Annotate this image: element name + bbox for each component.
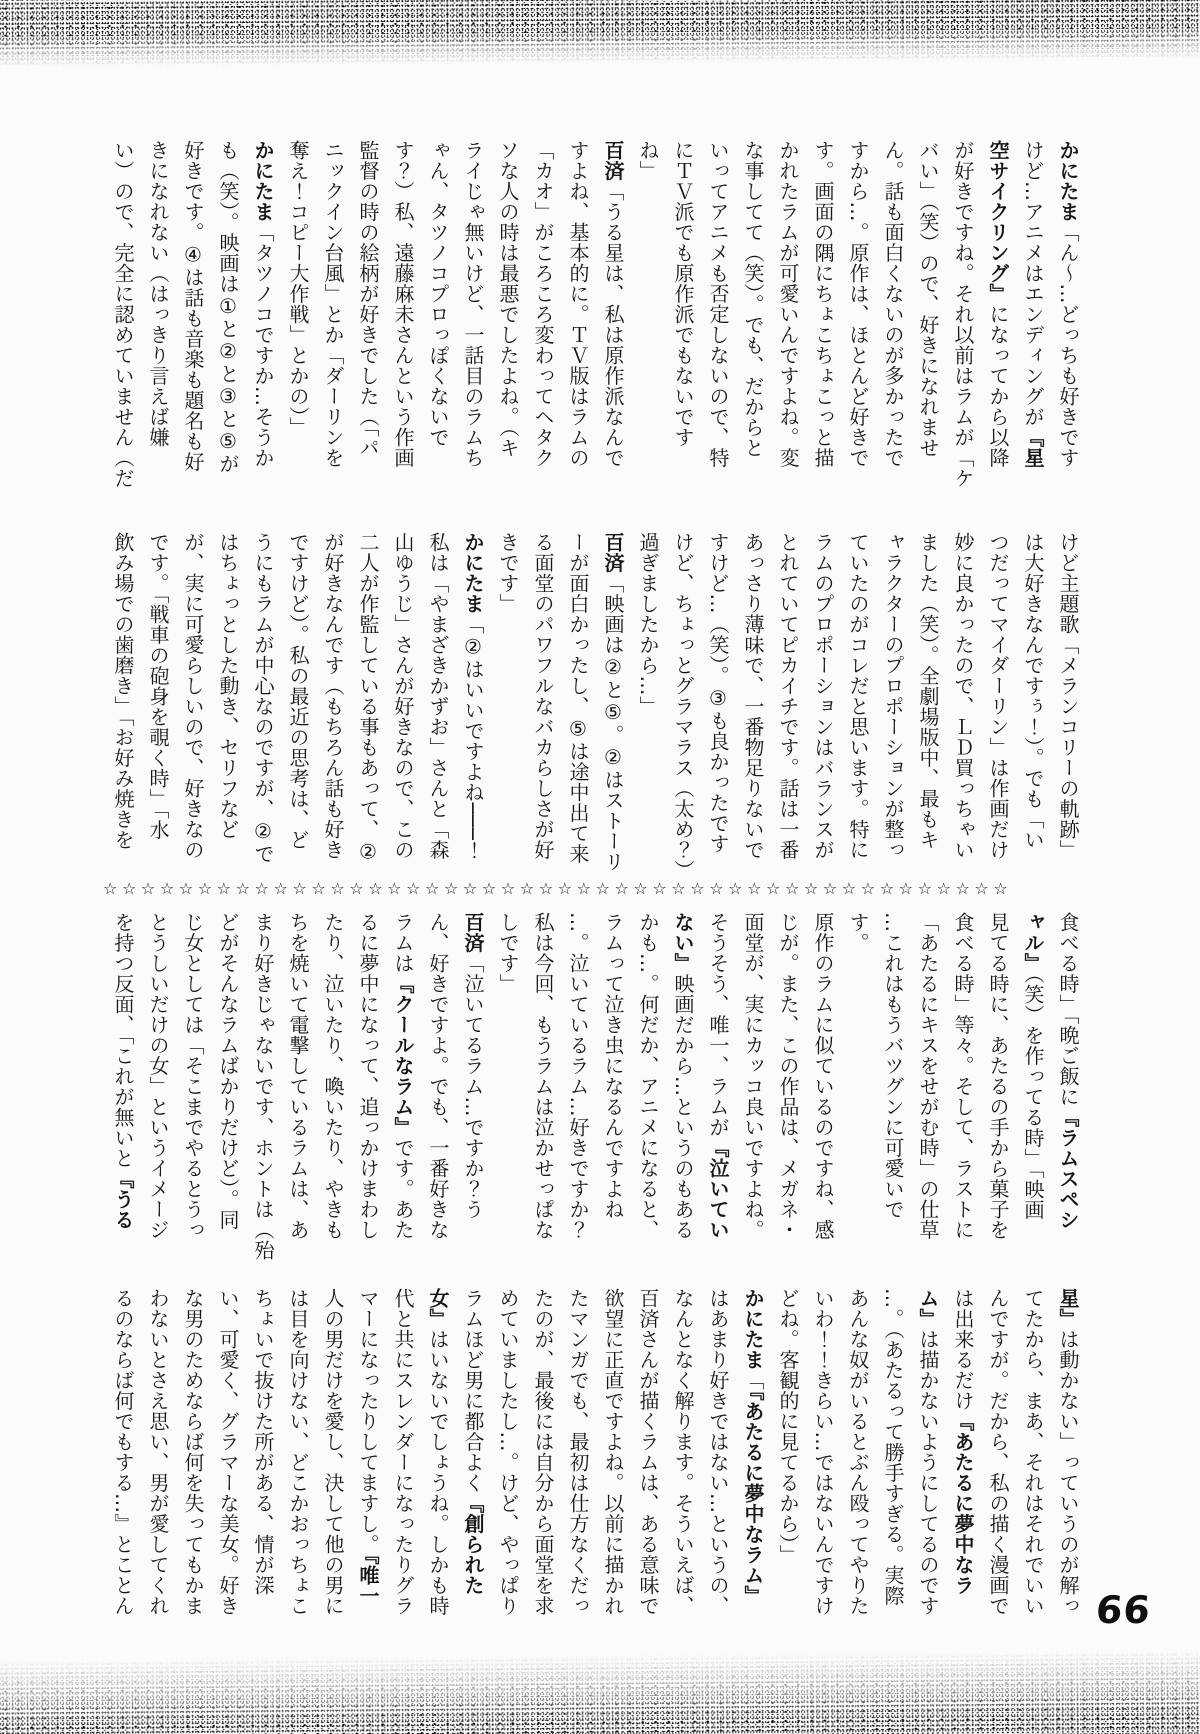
text-column (455, 1288, 490, 1628)
text-run: は大好きなんですぅ！）。でも「い (1021, 532, 1045, 850)
text-column (490, 1288, 525, 1628)
text-column (980, 1288, 1015, 1628)
emphasized-text: 『星 (1021, 427, 1045, 468)
text-run: す。画面の隅にちょこちょこっと描 (811, 140, 835, 468)
emphasized-text: 『ラムスペシ (1056, 1107, 1080, 1230)
star-divider: ☆☆☆☆☆☆☆☆☆☆☆☆☆☆☆☆☆☆☆☆☆☆☆☆☆☆☆☆☆☆☆☆☆☆☆☆☆☆☆☆☆☆☆☆☆☆☆☆ (103, 879, 1013, 898)
text-column (525, 532, 560, 872)
text-column (980, 912, 1015, 1252)
text-column (140, 140, 175, 480)
emphasized-text: 『うる (111, 1168, 135, 1230)
text-column (105, 140, 140, 489)
text-column (350, 532, 385, 872)
text-run: とうしいだけの女」というイメージ (146, 912, 170, 1240)
text-column (665, 140, 700, 480)
emphasized-text: 『あたるに夢中なラム』 (741, 1390, 765, 1606)
text-column (630, 1288, 665, 1628)
text-run: ね」 (636, 140, 660, 181)
text-column (210, 532, 245, 872)
text-column (420, 1288, 455, 1628)
text-run: 二人が作監している事もあって、② (356, 532, 380, 864)
text-run: です。あた (391, 1137, 415, 1240)
text-run: たのが、最後には自分から面堂を求 (531, 1288, 555, 1616)
text-run: ちを焼いて電撃しているラムは、あ (286, 912, 310, 1240)
text-run: んですが。だから、私の描く漫画で (986, 1288, 1010, 1616)
text-run: ん。話も面白くないのが多かったで (881, 140, 905, 468)
text-column (840, 140, 875, 480)
text-run: しです」 (496, 912, 520, 994)
text-column (140, 912, 175, 1252)
text-run: ん、好きですよ。でも、一番好きな (426, 912, 450, 1240)
text-column (420, 912, 455, 1252)
text-run: は動かない」っていうのが解っ (1056, 1329, 1080, 1616)
text-column (455, 912, 490, 1252)
text-run: が、実に可愛らしいので、好きなの (181, 532, 205, 860)
emphasized-text: 空サイクリング』 (986, 140, 1010, 304)
emphasized-text: 星』 (1056, 1288, 1080, 1329)
text-column (945, 1288, 980, 1628)
text-run: ていたのがコレだと思います。特に (846, 532, 870, 860)
text-run: 「②はいいですよね───！ (461, 614, 485, 861)
text-column (105, 912, 140, 1252)
text-run: ニックイン台風」とか「ダーリンを (321, 140, 345, 468)
text-column (560, 140, 595, 480)
emphasized-text: かにたま (1056, 140, 1080, 222)
text-run: どね。客観的に見てるから）」 (776, 1288, 800, 1565)
text-column (385, 532, 420, 872)
text-run: …これはもうバツグンに可愛いで (881, 912, 905, 1220)
text-column (525, 912, 560, 1252)
emphasized-text: 『創られた (461, 1493, 485, 1596)
text-column (490, 532, 525, 872)
text-column (805, 140, 840, 480)
text-run: ました（笑）。全劇場版中、最もキ (916, 532, 940, 850)
text-column (980, 532, 1015, 872)
text-run: あんな奴がいるとぶん殴ってやりた (846, 1288, 870, 1616)
text-column (630, 912, 665, 1252)
text-run: いわ！！きらい…ではないんですけ (811, 1288, 835, 1616)
text-run: 「カオ」がころころ変わってヘタク (531, 140, 555, 468)
text-run: たマンガでも、最初は仕方なくだっ (566, 1288, 590, 1616)
text-column (805, 1288, 840, 1628)
text-run: うにもラムが中心なのですが、②で (251, 532, 275, 864)
text-column (980, 140, 1015, 480)
emphasized-text: 百済 (601, 140, 625, 181)
text-run: なんとなく解ります。そういえば、 (671, 1288, 695, 1616)
text-run: まり好きじゃないです、ホントは（殆 (251, 912, 275, 1261)
text-run: 「うる星は、私は原作派なんで (601, 181, 625, 468)
text-run: とれていてピカイチです。話は一番 (776, 532, 800, 860)
text-column (1050, 1288, 1085, 1628)
text-column (350, 1288, 385, 1628)
text-run: 私は「やまざきかずお」さんと「森 (426, 532, 450, 860)
text-run: 人の男だけを愛し、決して他の男に (321, 1288, 345, 1616)
text-column (350, 140, 385, 480)
text-column (665, 912, 700, 1252)
text-run: けど…アニメはエンディングが (1021, 140, 1045, 427)
text-column (210, 140, 245, 480)
text-column (700, 140, 735, 480)
text-run: 「泣いてるラム…ですか？う (461, 953, 485, 1220)
text-run: はいないでしょうね。しかも時 (426, 1329, 450, 1616)
text-column (770, 1288, 805, 1628)
text-run: は描かないようにしてるのです (916, 1329, 940, 1616)
text-run: ですけど）。私の最近の思考は、ど (286, 532, 310, 850)
text-run: 好きです。④は話も音楽も題名も好 (181, 140, 205, 472)
text-column (1050, 140, 1085, 480)
text-run: い、可愛く、グラマーな美女。好き (216, 1288, 240, 1616)
text-run: はちょっとした動き、セリフなど (216, 532, 240, 840)
text-column (385, 1288, 420, 1628)
text-column (630, 532, 665, 872)
text-run: る面堂のパワフルなバカらしさが好 (531, 532, 555, 860)
text-column (560, 1288, 595, 1628)
text-run: わないとさえ思い、男が愛してくれ (146, 1288, 170, 1616)
text-run: 見てる時に、あたるの手から菓子を (986, 912, 1010, 1240)
text-column (140, 1288, 175, 1628)
emphasized-text: ャル』 (1021, 912, 1045, 974)
text-column (1015, 532, 1050, 872)
text-run: すから…。原作は、ほとんど好きで (846, 140, 870, 468)
text-run: 妙に良かったので、ＬＤ買っちゃい (951, 532, 975, 860)
text-run: ーが面白かったし、⑤は途中出て来 (566, 532, 590, 864)
text-column (490, 912, 525, 1252)
emphasized-text: ない』 (671, 912, 695, 974)
text-run: るのならば何でもする…』とことん (111, 1288, 135, 1616)
text-column (910, 1288, 945, 1628)
text-column (350, 912, 385, 1252)
text-column (735, 1288, 770, 1628)
text-run: 飲み場での歯磨き」「お好み焼きを (111, 532, 135, 850)
text-run: 「 (741, 1370, 765, 1391)
text-column (1015, 912, 1050, 1252)
text-run: あっさり薄味で、一番物足りないで (741, 532, 765, 860)
text-run: きです」 (496, 532, 520, 614)
text-run: ャラクターのプロポーションが整っ (881, 532, 905, 860)
text-run: ラムは (391, 912, 415, 974)
text-run: はあまり好きではない…というの、 (706, 1288, 730, 1616)
text-column (700, 1288, 735, 1628)
text-run: 食べる時」等々。そして、ラストに (951, 912, 975, 1240)
text-run: いってアニメも否定しないので、特 (706, 140, 730, 468)
emphasized-text: 『クールなラム』 (391, 973, 415, 1138)
text-column (175, 1288, 210, 1628)
text-column (1015, 1288, 1050, 1628)
text-column (175, 140, 210, 480)
emphasized-text: かにたま (461, 532, 485, 614)
text-column (210, 1288, 245, 1628)
text-column (840, 532, 875, 872)
text-run: な事してて（笑）。でも、だからと (741, 140, 765, 458)
text-column (840, 912, 875, 1252)
text-column (595, 140, 630, 480)
text-column (315, 140, 350, 480)
text-run: 「タツノコですか…そうか (251, 222, 275, 468)
text-column (875, 140, 910, 480)
text-run: ライじゃ無いけど、一話目のラムち (461, 140, 485, 468)
text-run: けど、ちょっとグラマラス（太め？） (671, 532, 695, 881)
text-run: （笑）を作ってる時」「映画 (1021, 973, 1045, 1220)
text-run: ゃん、タツノコプロっぽくないで (426, 140, 450, 448)
text-run: は目を向けない、どこかおっちょこ (286, 1288, 310, 1616)
text-column (105, 532, 140, 872)
text-column (770, 912, 805, 1252)
text-column (245, 912, 280, 1261)
text-column (105, 1288, 140, 1628)
text-run: い）ので、完全に認めていません（だ (111, 140, 135, 489)
scan-noise-band-bottom (0, 1649, 1200, 1734)
text-column (385, 912, 420, 1252)
text-column (595, 1288, 630, 1628)
text-run: そうそう、唯一、ラムが (706, 912, 730, 1138)
page-number: 66 (1094, 1588, 1153, 1632)
text-column (455, 532, 490, 872)
text-column (280, 1288, 315, 1628)
text-column (875, 1288, 910, 1628)
text-run: ラムのプロポーションはバランスが (811, 532, 835, 860)
text-column (910, 532, 945, 872)
text-run: めていましたし…。けど、やっぱり (496, 1288, 520, 1616)
text-column (560, 532, 595, 872)
text-column (525, 140, 560, 480)
text-column (595, 912, 630, 1252)
text-run: じが。また、この作品は、メガネ・ (776, 912, 800, 1240)
text-column (770, 532, 805, 872)
text-column (455, 140, 490, 480)
text-run: です。「戦車の砲身を覗く時」「水 (146, 532, 170, 840)
text-run: を持つ反面、「これが無いと (111, 912, 135, 1169)
text-run: 奪え！コピー大作戦」とかの）」 (286, 140, 310, 438)
text-column (385, 140, 420, 480)
text-column (1050, 912, 1085, 1252)
text-run: 食べる時」「晩ご飯に (1056, 912, 1080, 1107)
text-column (280, 912, 315, 1252)
text-column (945, 532, 980, 872)
scan-noise-band-top (0, 0, 1200, 68)
text-column (280, 532, 315, 872)
text-run: るに夢中になって、追っかけまわし (356, 912, 380, 1240)
text-run: じ女としては「そこまでやるとうっ (181, 912, 205, 1240)
text-column (910, 140, 945, 480)
text-column (910, 912, 945, 1252)
text-run: 「映画は②と⑤。②はストーリ (601, 573, 625, 872)
text-run: は出来るだけ (951, 1288, 975, 1411)
text-run: 原作のラムに似ているのですね、感 (811, 912, 835, 1240)
text-column (665, 532, 700, 881)
text-run: すけど…（笑）。③も良かったです (706, 532, 730, 854)
text-run: たり、泣いたり、喚いたり、やきも (321, 912, 345, 1240)
text-column (665, 1288, 700, 1628)
text-run: …。泣いているラム…好きですか？ (566, 912, 590, 1240)
text-run: ラムって泣き虫になるんですよね (601, 912, 625, 1220)
text-column (945, 140, 980, 489)
text-column (945, 912, 980, 1252)
text-column (875, 912, 910, 1252)
emphasized-text: ム』 (916, 1288, 940, 1329)
text-column (140, 532, 175, 872)
text-run: 百済さんが描くラムは、ある意味で (636, 1288, 660, 1616)
text-run: ラムほど男に都合よく (461, 1288, 485, 1493)
text-run: かれたラムが可愛いんですよね。変 (776, 140, 800, 468)
text-column (315, 1288, 350, 1628)
text-run: 映画だから…というのもある (671, 973, 695, 1240)
text-run: が好きですね。それ以前はラムが「ケ (951, 140, 975, 489)
text-run: 欲望に正直ですよね。以前に描かれ (601, 1288, 625, 1616)
text-column (630, 140, 665, 480)
text-run: ソな人の時は最悪でしたよね。（キ (496, 140, 520, 458)
emphasized-text: 女』 (426, 1288, 450, 1329)
emphasized-text: 『泣いてい (706, 1137, 730, 1240)
emphasized-text: かにたま (741, 1288, 765, 1370)
text-column (700, 912, 735, 1252)
text-column (805, 532, 840, 872)
text-column (560, 912, 595, 1252)
emphasized-text: 『あたるに夢中なラ (951, 1411, 975, 1596)
text-run: 面堂が、実にカッコ良いですよね。 (741, 912, 765, 1240)
text-column (875, 532, 910, 872)
interview-text-block-3 (105, 912, 1085, 1261)
text-run: …。（あたるって勝手すぎる。実際 (881, 1288, 905, 1606)
text-run: 代と共にスレンダーになったりグラ (391, 1288, 415, 1616)
emphasized-text: 『唯一 (356, 1554, 380, 1606)
text-column (1015, 140, 1050, 480)
text-run: 「ん〜…どっちも好きです (1056, 222, 1080, 468)
text-run: 監督の時の絵柄が好きでした（「パ (356, 140, 380, 458)
text-column (735, 912, 770, 1252)
emphasized-text: かにたま (251, 140, 275, 222)
text-column (805, 912, 840, 1252)
text-column (700, 532, 735, 872)
text-column (420, 532, 455, 872)
emphasized-text: 百済 (461, 912, 485, 953)
text-column (245, 532, 280, 872)
text-run: けど主題歌「メランコリーの軌跡」 (1056, 532, 1080, 860)
text-run: 「あたるにキスをせがむ時」の仕草 (916, 912, 940, 1240)
text-run: も（笑）。映画は①と②と③と⑤が (216, 140, 240, 474)
interview-text-block-4 (105, 1288, 1085, 1628)
text-column (245, 140, 280, 480)
interview-text-block-1 (105, 140, 1085, 489)
text-run: きになれない（はっきり言えば嫌 (146, 140, 170, 448)
text-column (175, 532, 210, 872)
text-column (1050, 532, 1085, 872)
text-run: す？）私、遠藤麻未さんという作画 (391, 140, 415, 468)
text-run: すよね、基本的に。ＴＶ版はラムの (566, 140, 590, 468)
text-column (840, 1288, 875, 1628)
text-run: な男のためならば何を失ってもかま (181, 1288, 205, 1616)
text-run: 過ぎましたから…」 (636, 532, 660, 717)
text-column (280, 140, 315, 480)
text-run: バい」（笑）ので、好きになれませ (916, 140, 940, 458)
text-column (210, 912, 245, 1252)
text-run: てたから、まあ、それはそれでいい (1021, 1288, 1045, 1616)
text-column (595, 532, 630, 872)
text-column (735, 532, 770, 872)
interview-text-block-2 (105, 532, 1085, 881)
text-run: が好きなんです（もちろん話も好き (321, 532, 345, 860)
text-column (420, 140, 455, 480)
text-run: どがそんなラムばかりだけど）。同 (216, 912, 240, 1230)
text-column (525, 1288, 560, 1628)
text-column (770, 140, 805, 480)
text-column (245, 1288, 280, 1628)
text-run: ちょいで抜けた所がある、情が深 (251, 1288, 275, 1596)
text-column (315, 532, 350, 872)
text-run: にＴＶ派でも原作派でもないです (671, 140, 695, 448)
text-run: になってから以降 (986, 304, 1010, 468)
text-column (735, 140, 770, 480)
text-column (490, 140, 525, 480)
text-run: す。 (846, 912, 870, 953)
text-column (175, 912, 210, 1252)
text-run: かも…。何だか、アニメになると、 (636, 912, 660, 1240)
text-run: マーになったりしてますし。 (356, 1288, 380, 1555)
text-run: 私は今回、もうラムは泣かせっぱな (531, 912, 555, 1240)
text-run: つだってマイダーリン」は作画だけ (986, 532, 1010, 860)
text-column (315, 912, 350, 1252)
text-run: 山ゆうじ」さんが好きなので、この (391, 532, 415, 860)
emphasized-text: 百済 (601, 532, 625, 573)
